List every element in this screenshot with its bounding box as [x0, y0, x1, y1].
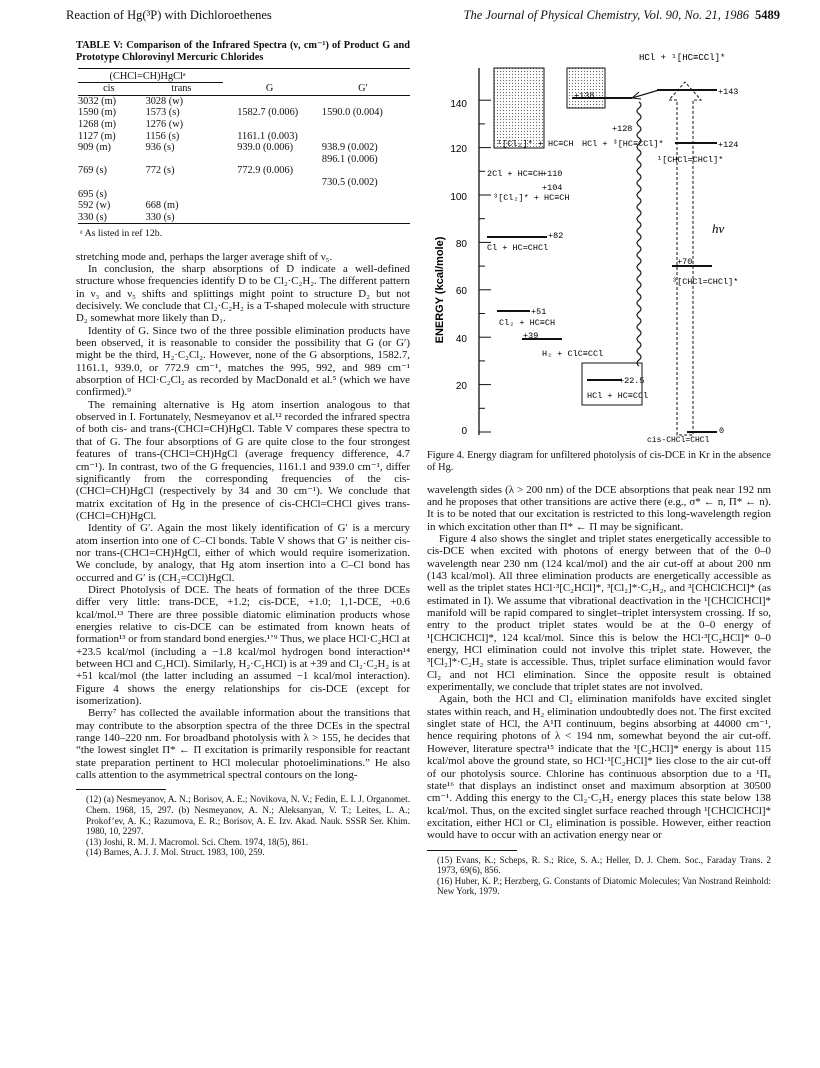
table-cell	[322, 212, 410, 224]
value-box: +39	[523, 331, 539, 341]
tick-label: 140	[450, 99, 467, 110]
table-cell: 769 (s)	[78, 165, 107, 177]
table-cell	[223, 200, 322, 212]
tick-label: 0	[461, 426, 467, 437]
footnote: (15) Evans, K.; Scheps, R. S.; Rice, S. A.; Heller, D. J. Chem. Soc., Faraday Trans. 2 1973, 69(6), 856.	[437, 854, 771, 876]
value-box: +124	[718, 140, 739, 150]
running-header	[66, 8, 780, 26]
journal-citation	[464, 8, 780, 23]
table-cell: 1573 (s)	[145, 107, 180, 119]
value-box: +138	[574, 91, 595, 101]
hcl-continuum-band	[567, 68, 605, 108]
table-row	[78, 189, 410, 201]
level-label: HCl + ³[HC≡CCl]*	[582, 139, 664, 149]
table-cell	[322, 165, 410, 177]
table-cell	[223, 177, 322, 189]
paragraph: The remaining alternative is Hg atom insertion analogous to that observed in I. Fortunately, Nesmeyanov et al.¹² recorded the infrared spectra of both cis- and trans-(CHCl=CH)HgCl. Table V compares these spectra to that of G. The four absorptions of G are quite close to the four strongest features of trans-(CHCl=CH)HgCl (average frequency difference, 4.7 cm⁻¹). In contrast, two of the G frequencies, 1161.1 and 939.0 cm⁻¹, differ significantly from the corresponding frequencies of the cis-(CHCl=CH)HgCl (respectively by 34 and 30 cm⁻¹). We conclude that matrix excitation of Hg in the presence of cis-CHCl=CHCl gives trans-(CHCl=CH)HgCl.	[76, 398, 410, 522]
table-row	[78, 212, 410, 224]
paragraph: stretching mode and, perhaps the larger average shift of ν₅.	[76, 250, 333, 263]
footnote: (14) Barnes, A. J. J. Mol. Struct. 1983, 100, 259.	[86, 847, 265, 858]
level-label: Cl + HC=CHCl	[487, 243, 549, 253]
table-cell: 695 (s)	[78, 188, 107, 200]
level-label: ³[CHCl=CHCl]*	[672, 277, 739, 287]
table-cell	[322, 95, 410, 107]
value-box: +128	[612, 124, 633, 134]
paragraph: Direct Photolysis of DCE. The heats of formation of the three DCEs differ very little: trans-DCE, +1.2; cis-DCE, +1.0; 1,1-DCE, +0.6 kcal/mol.¹³ There are three possible diatomic elimination products whose energies relative to cis-DCE can be estimated from known heats of formation¹³ or from standard bond energies.¹ʼ⁹ Thus, we place HCl·C₂HCl at +23.5 kcal/mol (including a −1.8 kcal/mol hydrogen bond interaction¹⁴ between HCl and C₂HCl). Similarly, H₂·C₂HCl) is at +39 and Cl₂·C₂H₂ is at +51 kcal/mol (the latter including an assumed −1 kcal/mol interaction). Figure 4 shows the energy relationships for cis-DCE (except for isomerization).	[76, 583, 410, 708]
col-header-cis: cis	[103, 83, 115, 95]
table-row	[78, 200, 410, 212]
table-cell	[322, 189, 410, 201]
table-cell	[322, 200, 410, 212]
table-cell: 909 (m)	[78, 142, 111, 154]
paragraph: Berry⁷ has collected the available information about the transitions that may contribute to the absorption spectra of the three DCEs in the spectral range 140–220 nm. For broadband photolysis with λ > 155, he decides that “the lowest singlet Π* ← Π excitation is primarily responsible for reactant state preparation pertinent to HCl molecular photoeliminations.” He also calls attention to the asymmetrical spectral contours on the long-	[76, 707, 410, 782]
table-cell: 668 (m)	[145, 200, 179, 212]
table-cell	[322, 131, 410, 143]
level-label: HCl + ¹[HC≡CCl]*	[639, 53, 726, 63]
paragraph: wavelength sides (λ > 200 nm) of the DCE absorptions that peak near 192 nm and he proposes that other transitions are active there (e.g., σ* ← n, Π* ← n). It is to be noted that our excitation is restricted to this long-wavelength region in which excitation other than Π* ← Π may be significant.	[427, 483, 771, 533]
tick-label: 80	[455, 239, 467, 250]
value-box: +70	[677, 257, 693, 267]
table-row	[78, 107, 410, 119]
table-cell	[322, 119, 410, 131]
paragraph: Figure 4 also shows the singlet and triplet states energetically accessible to cis-DCE when excited with photons of energy between that of the 0–0 wavelength near 230 nm (124 kcal/mol) and the air cut-off at about 200 nm (143 kcal/mol). All three elimination products are energetically accessible as well as the triplet states HCl·³[C₂HCl]*, ³[Cl₂]*·C₂H₂, and ³[CHClCHCl]* (as estimated in I). We assume that vibrational deactivation in the ¹[CHClCHCl]* manifold will be rapid compared to singlet–triplet intersystem crossing. If so, entry to the product triplet states would be at the 0–0 energy of ¹[CHClCHCl]*, 124 kcal/mol. Since this is below the HCl·³[C₂HCl]* 0–0 energy, HCl elimination could not involve this triplet state. However, the ³[Cl₂]*·C₂H₂ state is accessible. Thus, triplet surface elimination would favor Cl₂ and not HCl elimination. Since the opposite result is obtained experimentally, we conclude that triplet states are not involved.	[427, 532, 771, 694]
table-cell: 1268 (m)	[78, 118, 117, 130]
table-cell	[223, 119, 322, 131]
table-cell	[146, 154, 224, 166]
value-box: +51	[531, 307, 547, 317]
level-label: ¹[Cl₂]* + HC≡CH	[497, 139, 574, 149]
col-header-g: G	[265, 82, 274, 94]
journal-name: The Journal of Physical Chemistry, Vol. 90, No. 21, 1986	[463, 8, 749, 22]
table-cell: 330 (s)	[78, 211, 107, 223]
level-label: cis-CHCl=CHCl	[647, 436, 710, 442]
table-caption: TABLE V: Comparison of the Infrared Spectra (ν, cm⁻¹) of Product G and Prototype Chlorovinyl Mercuric Chlorides	[76, 40, 410, 63]
table-cell: 330 (s)	[145, 211, 175, 223]
table-cell: 772.9 (0.006)	[237, 165, 294, 177]
paragraph: In conclusion, the sharp absorptions of D indicate a well-defined structure whose frequencies identify D to be Cl₂·C₂H₂. The different pattern in ν₃ and ν₅ shifts and splittings might point to structure D₂ but not decisively. We conclude that Cl₂·C₂H₂ is a T-shaped molecule with structure D₂ somewhat more likely than D₁.	[76, 263, 410, 325]
tick-label: 120	[450, 144, 467, 155]
level-label: Cl₂ + HC≡CH	[499, 318, 556, 328]
table-cell	[223, 212, 322, 224]
tick-label: 40	[455, 334, 467, 345]
tick-label: 20	[455, 381, 467, 392]
y-ticks	[479, 100, 491, 432]
hv-label: hν	[712, 221, 725, 236]
level-label: HCl + HC≡CCl	[587, 391, 649, 401]
table-cell: 936 (s)	[145, 142, 175, 154]
table-footnote: ᵃ As listed in ref 12b.	[80, 228, 163, 240]
cl2-continuum-band	[494, 68, 544, 148]
table-cell	[78, 154, 146, 166]
page-number: 5489	[755, 8, 780, 22]
table-cell	[146, 189, 224, 201]
y-axis-label: ENERGY (kcal/mole)	[434, 236, 446, 344]
table-cell: 1590 (m)	[78, 107, 117, 119]
left-column	[76, 40, 410, 858]
table-cell	[78, 177, 146, 189]
table-cell: 1161.1 (0.003)	[237, 130, 298, 142]
table-row	[78, 119, 410, 131]
value-box: +143	[718, 87, 739, 97]
table-cell: 1590.0 (0.004)	[321, 107, 383, 119]
paragraph: Again, both the HCl and Cl₂ elimination manifolds have excited singlet states within reach, and H₂ elimination undoubtedly does not. The first excited singlet state of HCl, the A¹Π continuum, begins absorbing at 44000 cm⁻¹, hence requiring photons of λ < 194 nm, somewhat beyond the air cut-off. However, literature spectra¹⁵ indicate that the ¹[C₂HCl]* energy is about 115 kcal/mol above the ground state, so HCl·¹[C₂HCl]* lies close to the air cut-off of our photolysis source. Chlorine has continuous absorption due to a ¹Πᵤ state¹⁶ that displays an indistinct onset and maximum absorption at 30500 cm⁻¹. Adding this energy to the Cl₂·C₂H₂ energy places this state below 138 kcal/mol. Thus, on the excited singlet surface reached through ¹[CHClCHCl]* excitation, either HCl or Cl₂ elimination is possible. However, either reaction would have to occur with an activation energy near or	[427, 693, 771, 842]
table-cell: 896.1 (0.006)	[321, 153, 378, 165]
table-cell	[223, 189, 322, 201]
table-cell: 1582.7 (0.006)	[237, 107, 299, 119]
footnote: (13) Joshi, R. M. J. Macromol. Sci. Chem. 1974, 18(5), 861.	[86, 836, 309, 847]
table-row	[78, 177, 410, 189]
table-row	[78, 142, 410, 154]
table-body	[78, 95, 410, 224]
table-cell	[146, 177, 224, 189]
tick-label: 100	[450, 192, 467, 203]
paragraph: Identity of G′. Again the most likely identification of G′ is a mercury atom insertion into one of C–Cl bonds. Table V shows that G′ is neither cis- nor trans-(CHCl=CH)HgCl, either of which would require isomerization. We conclude, by analogy, that Hg atom insertion into a C–Cl bond has occurred and G′ is (CH₂=CCl)HgCl.	[76, 522, 410, 584]
y-tick-labels	[450, 99, 467, 437]
table-cell: 3032 (m)	[78, 95, 117, 107]
table-cell: 1127 (m)	[78, 130, 116, 142]
col-header-gprime: G′	[358, 82, 368, 94]
value-box: +22.5	[619, 376, 645, 386]
value-box: 0	[719, 426, 725, 436]
table-row	[78, 165, 410, 177]
table-cell: 1156 (s)	[145, 130, 180, 142]
energy-diagram	[427, 40, 771, 442]
value-box: +82	[548, 231, 564, 241]
tick-label: 60	[455, 286, 467, 297]
table-cell: 592 (w)	[78, 200, 111, 212]
table-cell	[223, 154, 322, 166]
figure-caption: Figure 4. Energy diagram for unfiltered photolysis of cis-DCE in Kr in the absence of Hg.	[427, 450, 771, 473]
table-cell	[223, 95, 322, 107]
level-label: ¹[CHCl=CHCl]*	[657, 155, 724, 165]
table-row	[78, 95, 410, 107]
table-cell: 730.5 (0.002)	[321, 176, 378, 188]
value-box: +104	[542, 183, 563, 193]
col-header-trans: trans	[171, 83, 192, 95]
level-label: ³[Cl₂]* + HC≡CH	[493, 193, 570, 203]
level-label: H₂ + ClC≡CCl	[542, 349, 604, 359]
footnote-rule	[427, 850, 517, 851]
footnote-rule	[76, 789, 166, 790]
paragraph: Identity of G. Since two of the three possible elimination products have been observed, it is reasonable to consider the possibility that G (or G′) might be the third, H₂·C₂Cl₂. However, none of the G absorptions, 1582.7, 1161.1, 939.0, or 772.9 cm⁻¹, matches the 995, 992, and 989 cm⁻¹ absorption of HCl·C₂Cl₂ as recorded by MacDonald et al.⁵ (which we have confirmed).⁹	[76, 324, 410, 399]
footnote: (16) Huber, K. P.; Herzberg, G. Constants of Diatomic Molecules; Van Nostrand Reinhold: New York, 1979.	[437, 875, 771, 897]
value-box: +110	[542, 169, 563, 179]
footnote: (12) (a) Nesmeyanov, A. N.; Borisov, A. E.; Novikova, N. V.; Fedin, E. I. J. Organomet. Chem. 1968, 15, 297. (b) Nesmeyanov, A. N.; Aleksanyan, V. T.; Leites, L. A.; Prokof’ev, A. K.; Razumova, E. R.; Borisov, A. E. Izv. Akad. Nauk. SSSR Ser. Khim. 1980, 10, 2297.	[86, 794, 410, 837]
ir-spectra-table	[78, 68, 410, 225]
right-column	[427, 40, 771, 897]
table-row	[78, 131, 410, 143]
level-label: 2Cl + HC≡CH	[487, 169, 544, 179]
table-cell: 772 (s)	[145, 165, 175, 177]
table-cell: 938.9 (0.002)	[321, 142, 378, 154]
table-cell: 939.0 (0.006)	[237, 142, 294, 154]
table-cell: 3028 (w)	[145, 95, 184, 107]
table-group-header: (CHCl=CH)HgClᵃ	[78, 68, 223, 83]
running-title: Reaction of Hg(³P) with Dichloroethenes	[66, 8, 272, 22]
table-cell: 1276 (w)	[145, 118, 184, 130]
table-row	[78, 154, 410, 166]
